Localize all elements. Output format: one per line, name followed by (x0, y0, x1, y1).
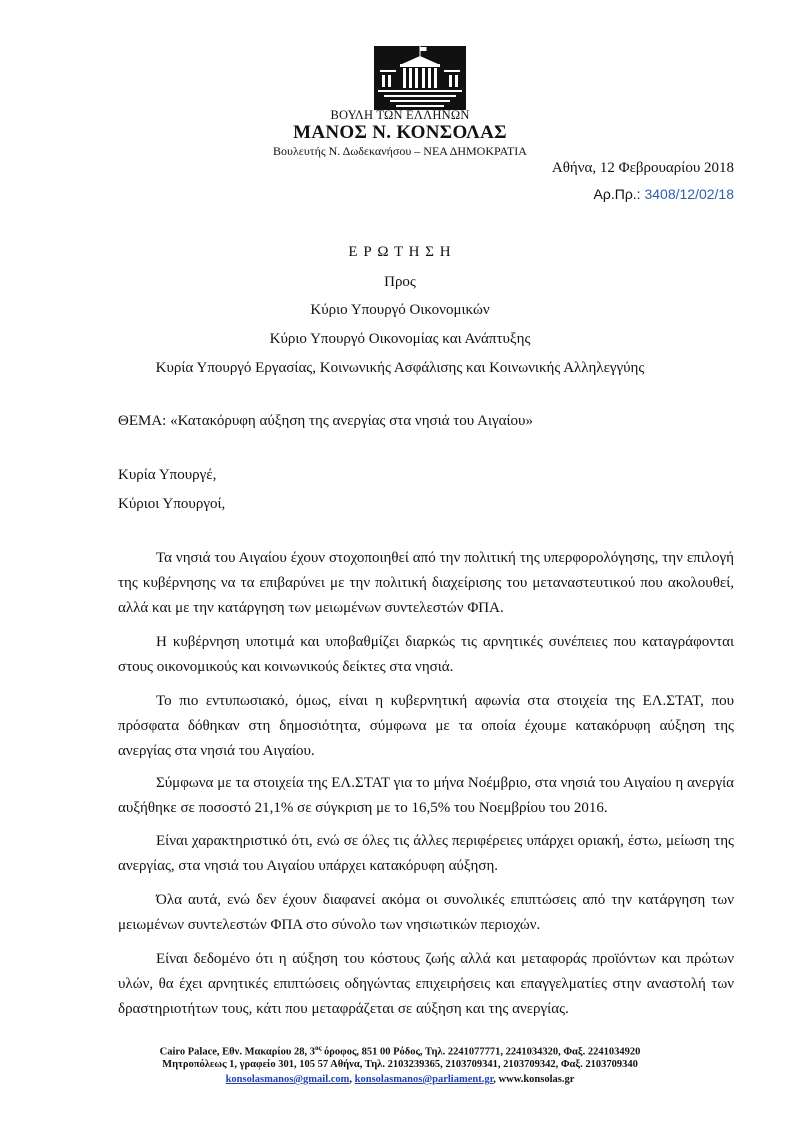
document-title: Ε Ρ Ω Τ Η Σ Η (348, 244, 452, 260)
subject-line: ΘΕΜΑ: «Κατακόρυφη αύξηση της ανεργίας στα νησιά του Αιγαίου» (118, 413, 533, 429)
paragraph-3-text: Το πιο εντυπωσιακό, όμως, είναι η κυβερνητική αφωνία στα στοιχεία της ΕΛ.ΣΤΑΤ, που πρόσφατα δόθηκαν στη δημοσιότητα, σύμφωνα με τα οποία έχουμε κατακόρυφη αύξηση της ανεργίας στα νησιά του Αιγαίου. (118, 693, 734, 759)
paragraph-5-text: Είναι χαρακτηριστικό ότι, ενώ σε όλες τις άλλες περιφέρειες υπάρχει οριακή, έστω, μείωση της ανεργίας, στα νησιά του Αιγαίου υπάρχει κατακόρυφη αύξηση. (118, 833, 734, 874)
hellenic-parliament-logo-icon (374, 44, 466, 110)
paragraph-1 (118, 546, 734, 621)
paragraph-6 (118, 888, 734, 938)
paragraph-7 (118, 947, 734, 1022)
paragraph-7-text: Είναι δεδομένο ότι η αύξηση του κόστους ζωής αλλά και μεταφοράς προϊόντων και πρώτων υλών, θα έχει αρνητικές επιπτώσεις οδηγώντας επιχειρήσεις και επαγγελματίες στην αναστολή των δραστηριοτήτων τους, κάτι που μεταφράζεται σε αύξηση και της ανεργίας. (118, 951, 734, 1017)
paragraph-6-text: Όλα αυτά, ενώ δεν έχουν διαφανεί ακόμα οι συνολικές επιπτώσεις από την κατάργηση των μειωμένων συντελεστών ΦΠΑ στο σύνολο των νησιωτικών περιοχών. (118, 892, 734, 933)
protocol-number (594, 186, 734, 202)
document-date: Αθήνα, 12 Φεβρουαρίου 2018 (551, 160, 734, 176)
protocol-label: Αρ.Πρ.: (593, 186, 645, 202)
parliament-name: ΒΟΥΛΗ ΤΩΝ ΕΛΛΗΝΩΝ (330, 108, 470, 122)
salutation-2: Κύριοι Υπουργοί, (118, 496, 226, 512)
paragraph-2-text: Η κυβέρνηση υποτιμά και υποβαθμίζει διαρκώς τις αρνητικές συνέπειες που καταγράφονται στους οικονομικούς και κοινωνικούς δείκτες στα νησιά. (118, 634, 734, 675)
recipient-1: Κύριο Υπουργό Οικονομικών (310, 302, 490, 318)
footer-address-rhodes (0, 1044, 800, 1058)
paragraph-3 (118, 689, 734, 764)
mp-subtitle: Βουλευτής Ν. Δωδεκανήσου – ΝΕΑ ΔΗΜΟΚΡΑΤΙΑ (273, 144, 527, 158)
paragraph-5 (118, 829, 734, 879)
paragraph-4-text: Σύμφωνα με τα στοιχεία της ΕΛ.ΣΤΑΤ για το μήνα Νοέμβριο, στα νησιά του Αιγαίου η ανεργία αυξήθηκε σε ποσοστό 21,1% σε σύγκριση με το 16,5% του Νοεμβρίου του 2016. (118, 775, 734, 816)
footer-separator-2: , (493, 1074, 499, 1085)
salutation-1: Κυρία Υπουργέ, (118, 467, 217, 483)
paragraph-4 (118, 771, 734, 821)
email-parliament-link[interactable]: konsolasmanos@parliament.gr (354, 1074, 494, 1085)
mp-name: ΜΑΝΟΣ Ν. ΚΟΝΣΟΛΑΣ (293, 122, 507, 143)
recipient-2: Κύριο Υπουργό Οικονομίας και Ανάπτυξης (269, 331, 531, 347)
email-gmail-link[interactable]: konsolasmanos@gmail.com (225, 1074, 350, 1085)
website-link[interactable]: www.konsolas.gr (498, 1074, 575, 1085)
to-label: Προς (384, 274, 416, 290)
footer-line1-b: όροφος, 851 00 Ρόδος, Τηλ. 2241077771, 2241034320, Φαξ. 2241034920 (321, 1046, 641, 1058)
footer-contacts (0, 1074, 800, 1085)
footer-address-athens: Μητροπόλεως 1, γραφείο 301, 105 57 Αθήνα, Τηλ. 2103239365, 2103709341, 2103709342, Φαξ. 2103709340 (162, 1059, 638, 1070)
recipient-3: Κυρία Υπουργό Εργασίας, Κοινωνικής Ασφάλισης και Κοινωνικής Αλληλεγγύης (155, 360, 645, 376)
footer-separator-1: , (349, 1074, 355, 1085)
paragraph-2 (118, 630, 734, 680)
footer-line1-a: Cairo Palace, Εθν. Μακαρίου 28, 3 (159, 1046, 315, 1058)
protocol-value: 3408/12/02/18 (644, 186, 734, 202)
footer-line1-sup: ος (314, 1044, 322, 1052)
paragraph-1-text: Τα νησιά του Αιγαίου έχουν στοχοποιηθεί από την πολιτική της υπερφορολόγησης, την επιλογή της κυβέρνησης να τα επιβαρύνει με την πολιτική διαχείρισης του μεταναστευτικού που ακολουθεί, αλλά και με την κατάργηση των μειωμένων συντελεστών ΦΠΑ. (118, 550, 734, 616)
